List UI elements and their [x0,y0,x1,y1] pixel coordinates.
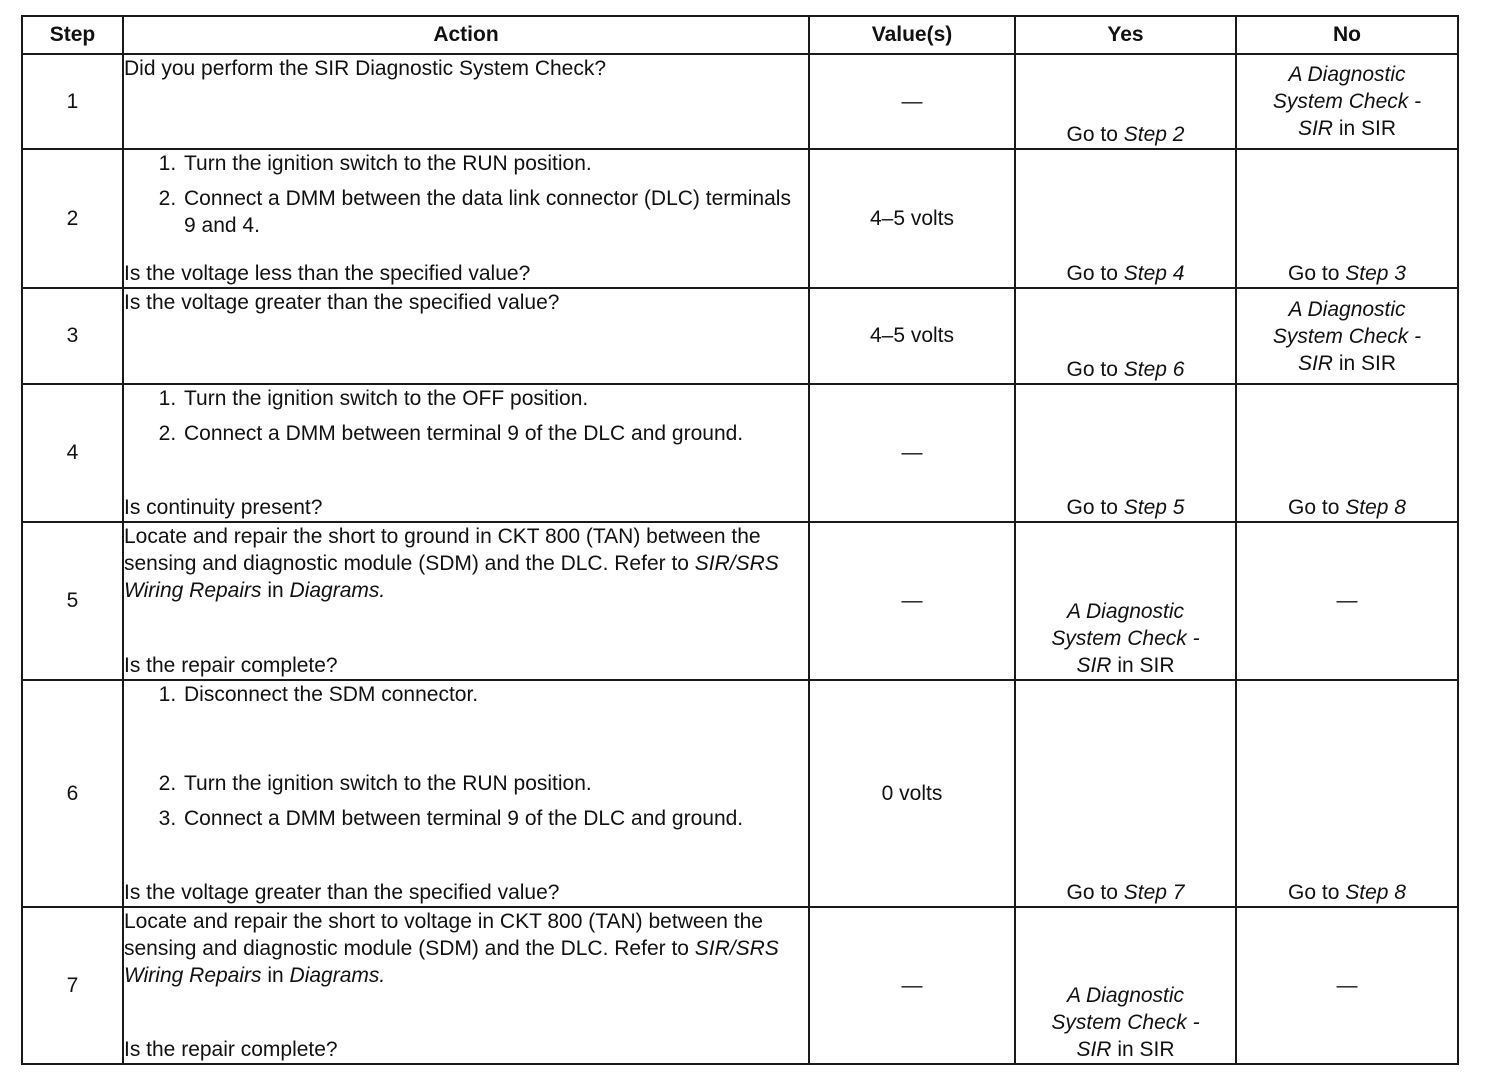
no-ref-line2: System Check - [1272,90,1422,113]
action-step-item: 2. Turn the ignition switch to the RUN position. [182,770,808,797]
no-ref-sir: SIR [1297,351,1333,375]
yes-cell [1015,522,1236,680]
action-question: Is the voltage less than the specified value? [124,262,531,285]
action-question: Did you perform the SIR Diagnostic System Check? [124,57,607,80]
table-row [22,54,1458,149]
diagnostic-table [21,15,1459,1065]
yes-step-ref: Step 7 [1123,881,1185,904]
no-cell [1236,54,1458,149]
header-no: No [1236,16,1458,54]
action-text-in: in [261,964,290,987]
action-cell [123,54,809,149]
action-step-item: 2. Connect a DMM between terminal 9 of the DLC and ground. [182,420,808,447]
value-cell: 0 volts [809,680,1015,907]
value-cell: 4–5 volts [809,288,1015,384]
no-cell [1236,288,1458,384]
table-row [22,288,1458,384]
value-cell: — [809,384,1015,522]
header-row [22,16,1458,54]
step-number: 7 [22,907,123,1064]
action-steps-list [124,150,808,245]
yes-cell [1015,54,1236,149]
action-step-item: 2. Connect a DMM between the data link connector (DLC) terminals 9 and 4. [182,185,808,239]
action-step-item: 1. Disconnect the SDM connector. [182,681,808,708]
action-step-item: 3. Connect a DMM between terminal 9 of the DLC and ground. [182,805,808,832]
no-text: Go to [1288,496,1346,519]
value-cell: — [809,54,1015,149]
step-number: 5 [22,522,123,680]
action-step-item: 1. Turn the ignition switch to the OFF position. [182,385,808,412]
value-cell: — [809,522,1015,680]
no-ref-line1: A Diagnostic [1288,297,1406,321]
yes-ref-line1: A Diagnostic [1066,984,1185,1007]
yes-ref-sir: SIR [1076,654,1112,677]
yes-step-ref: Step 2 [1123,123,1185,146]
no-ref-in-sir: in SIR [1332,351,1397,375]
wiring-repairs-ref: SIR/SRS Wiring Repairs [124,552,779,602]
yes-text: Go to [1066,881,1124,904]
yes-step-ref: Step 6 [1123,358,1185,381]
action-instruction [124,523,808,604]
table-row [22,522,1458,680]
no-text: Go to [1288,881,1346,904]
no-step-ref: Step 3 [1345,262,1406,285]
step-number: 4 [22,384,123,522]
action-instruction [124,908,808,989]
no-ref-in-sir: in SIR [1332,117,1397,140]
action-question: Is continuity present? [124,496,323,519]
action-text: Locate and repair the short to ground in CKT 800 (TAN) between the sensing and diagnostic module (SDM) and the DLC. Refer to [124,525,761,575]
action-question: Is the voltage greater than the specified value? [124,291,560,314]
yes-text: Go to [1066,358,1124,381]
action-step-item: 1. Turn the ignition switch to the RUN position. [182,150,808,177]
yes-cell [1015,384,1236,522]
yes-ref-in-sir: in SIR [1111,1038,1175,1061]
no-cell [1236,149,1458,288]
header-yes: Yes [1015,16,1236,54]
no-ref-line1: A Diagnostic [1288,63,1406,86]
yes-ref-in-sir: in SIR [1111,654,1175,677]
yes-cell [1015,907,1236,1064]
value-cell: 4–5 volts [809,149,1015,288]
yes-cell [1015,680,1236,907]
yes-cell [1015,288,1236,384]
action-question: Is the repair complete? [124,654,338,677]
yes-ref-line2: System Check - [1051,627,1200,650]
no-step-ref: Step 8 [1345,496,1406,519]
step-number: 3 [22,288,123,384]
yes-text: Go to [1066,262,1124,285]
step-number: 6 [22,680,123,907]
step-number: 2 [22,149,123,288]
yes-step-ref: Step 5 [1123,496,1185,519]
no-text: Go to [1288,262,1346,285]
wiring-repairs-ref: SIR/SRS Wiring Repairs [124,937,779,987]
no-ref-line2: System Check - [1272,324,1422,348]
no-ref-sir: SIR [1297,117,1333,140]
yes-ref-line1: A Diagnostic [1066,600,1185,623]
action-cell [123,680,809,907]
action-steps-list [124,681,808,838]
no-cell [1236,384,1458,522]
no-cell: — [1236,907,1458,1064]
table-row [22,907,1458,1064]
step-number: 1 [22,54,123,149]
action-question: Is the voltage greater than the specified value? [124,881,560,904]
action-cell [123,384,809,522]
no-cell: — [1236,522,1458,680]
header-step: Step [22,16,123,54]
table-row [22,149,1458,288]
action-text-in: in [261,579,290,602]
table-row [22,384,1458,522]
action-steps-list [124,385,808,453]
yes-text: Go to [1066,496,1124,519]
diagrams-ref: Diagrams. [289,579,386,602]
yes-text: Go to [1066,123,1124,146]
action-cell [123,149,809,288]
action-cell [123,522,809,680]
diagrams-ref: Diagrams. [289,964,386,987]
header-values: Value(s) [809,16,1015,54]
yes-cell [1015,149,1236,288]
no-cell [1236,680,1458,907]
table-row [22,680,1458,907]
yes-ref-sir: SIR [1076,1038,1112,1061]
action-question: Is the repair complete? [124,1038,338,1061]
action-cell [123,288,809,384]
action-cell [123,907,809,1064]
value-cell: — [809,907,1015,1064]
action-text: Locate and repair the short to voltage in CKT 800 (TAN) between the sensing and diagnostic module (SDM) and the DLC. Refer to [124,910,763,960]
yes-step-ref: Step 4 [1123,262,1185,285]
yes-ref-line2: System Check - [1051,1011,1200,1034]
no-step-ref: Step 8 [1345,881,1406,904]
header-action: Action [123,16,809,54]
